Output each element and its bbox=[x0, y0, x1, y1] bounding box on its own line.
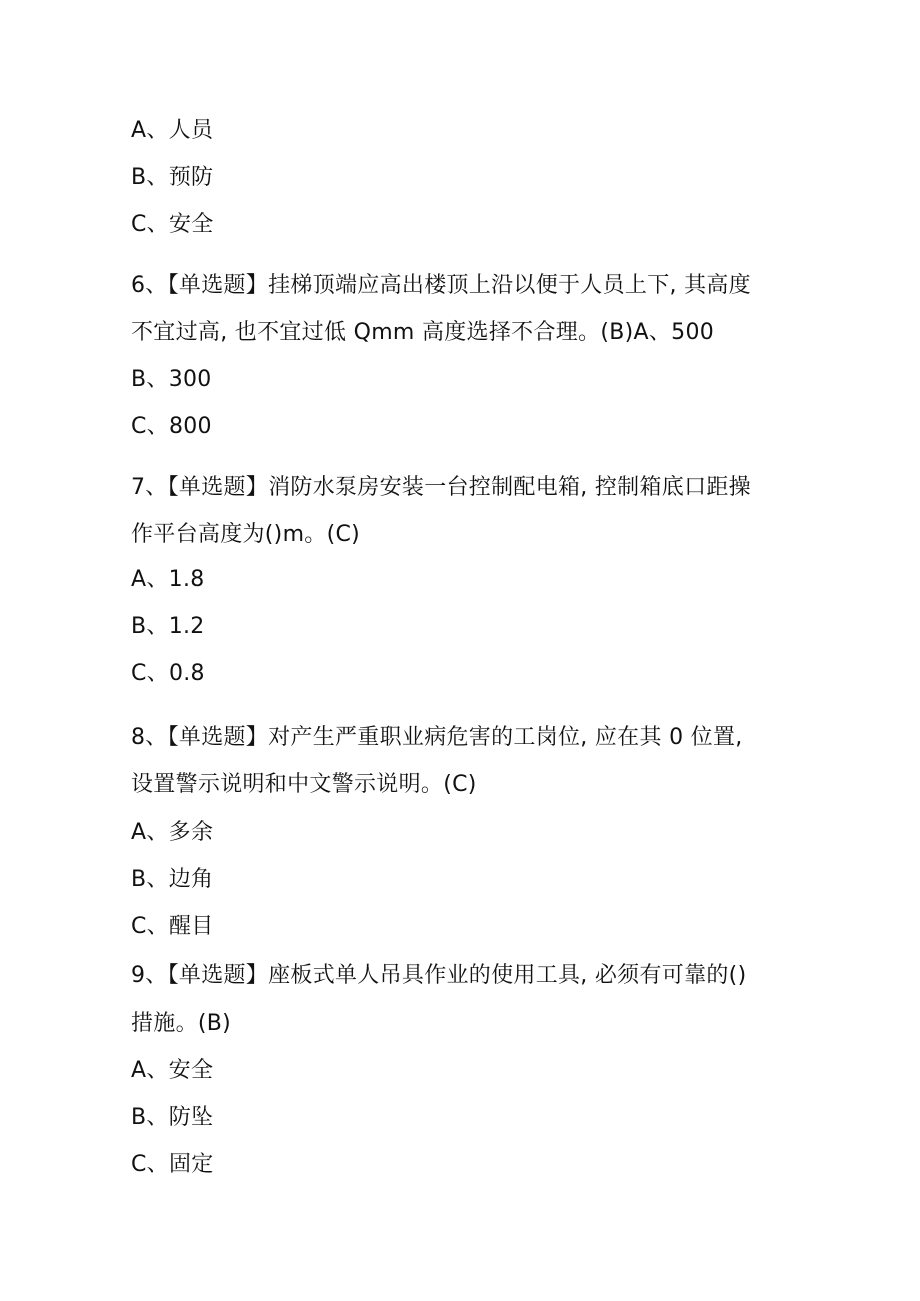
question-8-line-1: 8、【单选题】对产生严重职业病危害的工岗位, 应在其 0 位置, bbox=[131, 725, 743, 750]
option-a-q8: A、多余 bbox=[131, 820, 214, 845]
option-c-q9: C、固定 bbox=[131, 1152, 214, 1177]
option-a-q9: A、安全 bbox=[131, 1058, 214, 1083]
question-7-line-2: 作平台高度为()m。(C) bbox=[131, 522, 361, 547]
option-b-q5: B、预防 bbox=[131, 165, 214, 190]
option-b-q8: B、边角 bbox=[131, 867, 214, 892]
option-b-q6: B、300 bbox=[131, 367, 212, 392]
question-9-line-2: 措施。(B) bbox=[131, 1011, 232, 1036]
option-b-q9: B、防坠 bbox=[131, 1105, 214, 1130]
option-c-q7: C、0.8 bbox=[131, 661, 205, 686]
option-c-q5: C、安全 bbox=[131, 212, 214, 237]
question-7-line-1: 7、【单选题】消防水泵房安装一台控制配电箱, 控制箱底口距操 bbox=[131, 475, 751, 500]
option-c-q6: C、800 bbox=[131, 414, 212, 439]
question-8-line-2: 设置警示说明和中文警示说明。(C) bbox=[131, 772, 477, 797]
option-a-q7: A、1.8 bbox=[131, 567, 205, 592]
question-9-line-1: 9、【单选题】座板式单人吊具作业的使用工具, 必须有可靠的() bbox=[131, 963, 747, 988]
option-c-q8: C、醒目 bbox=[131, 914, 214, 939]
question-6-line-2: 不宜过高, 也不宜过低 Qmm 高度选择不合理。(B)A、500 bbox=[131, 320, 715, 345]
option-a-q5: A、人员 bbox=[131, 118, 214, 143]
question-6-line-1: 6、【单选题】挂梯顶端应高出楼顶上沿以便于人员上下, 其高度 bbox=[131, 273, 751, 298]
option-b-q7: B、1.2 bbox=[131, 614, 205, 639]
